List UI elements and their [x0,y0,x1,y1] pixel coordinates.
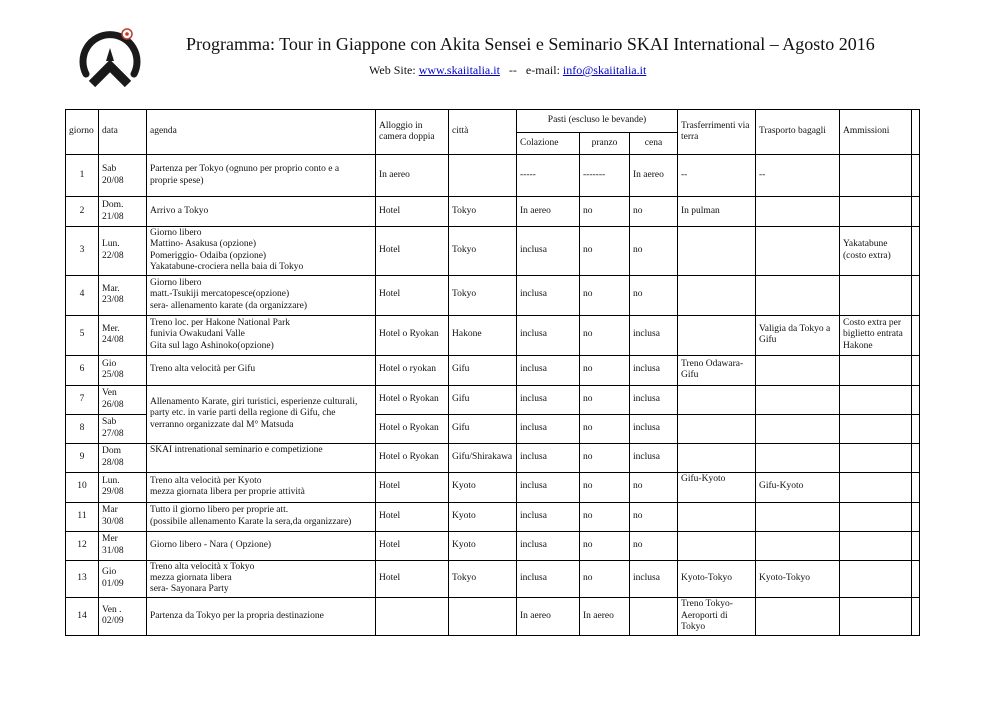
cell-data: Mer. 24/08 [99,315,147,355]
website-link[interactable]: www.skaiitalia.it [418,63,500,77]
cell-pranzo: In aereo [580,597,630,635]
cell-data: Sab 27/08 [99,414,147,443]
cell-ammissioni [840,155,912,197]
cell-giorno: 11 [66,502,99,531]
cell-colazione: inclusa [517,355,580,385]
cell-citta: Tokyo [449,227,517,276]
contact-line [369,63,646,78]
empty-cell [912,531,920,560]
cell-alloggio: Hotel [376,197,449,227]
cell-trasporto [756,355,840,385]
header-data: data [99,110,147,155]
empty-cell [912,443,920,472]
cell-alloggio: In aereo [376,155,449,197]
header-pranzo: pranzo [580,133,630,155]
cell-colazione: inclusa [517,472,580,502]
cell-trasferimenti [678,502,756,531]
cell-trasferimenti: Kyoto-Tokyo [678,560,756,597]
cell-ammissioni: Yakatabune (costo extra) [840,227,912,276]
cell-colazione: inclusa [517,275,580,315]
cell-giorno: 2 [66,197,99,227]
cell-colazione: inclusa [517,227,580,276]
cell-data: Gio 01/09 [99,560,147,597]
cell-citta: Gifu [449,414,517,443]
email-link[interactable]: info@skaiitalia.it [562,63,647,77]
cell-alloggio [376,597,449,635]
cell-cena: no [630,472,678,502]
table-row [66,155,920,197]
cell-trasferimenti: Treno Odawara- Gifu [678,355,756,385]
header-cena: cena [630,133,678,155]
cell-colazione: In aereo [517,597,580,635]
empty-cell [912,275,920,315]
cell-trasferimenti [678,414,756,443]
cell-alloggio: Hotel [376,227,449,276]
cell-trasporto: Kyoto-Tokyo [756,560,840,597]
cell-trasporto: Gifu-Kyoto [756,472,840,502]
cell-cena: In aereo [630,155,678,197]
cell-data: Dom. 21/08 [99,197,147,227]
cell-agenda: Partenza per Tokyo (ognuno per proprio conto e a proprie spese) [147,155,376,197]
cell-data: Mar 30/08 [99,502,147,531]
cell-ammissioni [840,385,912,414]
cell-giorno: 14 [66,597,99,635]
cell-agenda: Treno loc. per Hakone National Park funivia Owakudani Valle Gita sul lago Ashinoko(opzione) [147,315,376,355]
cell-ammissioni [840,502,912,531]
header-giorno: giorno [66,110,99,155]
cell-trasferimenti: In pulman [678,197,756,227]
cell-trasporto [756,275,840,315]
table-row [66,597,920,635]
header-citta: città [449,110,517,155]
cell-colazione: In aereo [517,197,580,227]
cell-agenda: Treno alta velocità x Tokyo mezza giornata libera sera- Sayonara Party [147,560,376,597]
cell-citta [449,597,517,635]
table-row [66,385,920,414]
cell-giorno: 3 [66,227,99,276]
cell-trasporto [756,227,840,276]
cell-citta: Kyoto [449,502,517,531]
cell-ammissioni [840,597,912,635]
table-row [66,227,920,276]
empty-cell [912,110,920,155]
cell-citta: Kyoto [449,531,517,560]
cell-cena: no [630,275,678,315]
cell-agenda: Giorno libero matt.-Tsukiji mercatopesce(opzione) sera- allenamento karate (da organizzare) [147,275,376,315]
cell-trasporto [756,197,840,227]
cell-agenda: Allenamento Karate, giri turistici, esperienze culturali, party etc. in varie parti della regione di Gifu, che verranno organizzate dal M° Matsuda [147,385,376,443]
cell-data: Mer 31/08 [99,531,147,560]
cell-agenda: Giorno libero - Nara ( Opzione) [147,531,376,560]
cell-trasporto [756,531,840,560]
cell-ammissioni [840,472,912,502]
cell-trasporto [756,597,840,635]
header-ammissioni: Ammissioni [840,110,912,155]
cell-cena: no [630,197,678,227]
cell-colazione: inclusa [517,414,580,443]
empty-cell [912,197,920,227]
cell-pranzo: no [580,355,630,385]
cell-pranzo: no [580,275,630,315]
header-trasporto: Trasporto bagagli [756,110,840,155]
cell-alloggio: Hotel o ryokan [376,355,449,385]
cell-cena: inclusa [630,315,678,355]
cell-colazione: inclusa [517,502,580,531]
cell-citta: Tokyo [449,560,517,597]
cell-pranzo: no [580,385,630,414]
cell-pranzo: no [580,560,630,597]
cell-cena: no [630,502,678,531]
table-row [66,502,920,531]
cell-giorno: 6 [66,355,99,385]
cell-giorno: 4 [66,275,99,315]
cell-data: Dom 28/08 [99,443,147,472]
cell-colazione: ----- [517,155,580,197]
cell-agenda: Arrivo a Tokyo [147,197,376,227]
cell-agenda: SKAI intrenational seminario e competizione [147,443,376,472]
cell-pranzo: no [580,443,630,472]
cell-giorno: 9 [66,443,99,472]
cell-alloggio: Hotel [376,472,449,502]
cell-alloggio: Hotel [376,531,449,560]
table-row [66,472,920,502]
cell-citta: Gifu [449,355,517,385]
cell-cena: inclusa [630,560,678,597]
cell-pranzo: ------- [580,155,630,197]
table-row [66,197,920,227]
cell-agenda: Tutto il giorno libero per proprie att. (possibile allenamento Karate la sera,da organizzare) [147,502,376,531]
cell-trasferimenti: Treno Tokyo- Aeroporti di Tokyo [678,597,756,635]
cell-giorno: 5 [66,315,99,355]
cell-data: Mar. 23/08 [99,275,147,315]
cell-cena: inclusa [630,385,678,414]
cell-colazione: inclusa [517,560,580,597]
cell-ammissioni [840,197,912,227]
cell-giorno: 13 [66,560,99,597]
cell-ammissioni [840,443,912,472]
logo [70,18,150,98]
cell-colazione: inclusa [517,531,580,560]
cell-giorno: 7 [66,385,99,414]
cell-giorno: 10 [66,472,99,502]
cell-ammissioni [840,275,912,315]
cell-pranzo: no [580,472,630,502]
table-row [66,355,920,385]
cell-ammissioni [840,531,912,560]
header-agenda: agenda [147,110,376,155]
cell-pranzo: no [580,315,630,355]
table-row [66,560,920,597]
cell-pranzo: no [580,227,630,276]
empty-cell [912,414,920,443]
cell-data: Ven 26/08 [99,385,147,414]
header-colazione: Colazione [517,133,580,155]
cell-agenda: Partenza da Tokyo per la propria destinazione [147,597,376,635]
cell-trasferimenti [678,315,756,355]
cell-cena: no [630,227,678,276]
table-row [66,531,920,560]
header-pasti: Pasti (escluso le bevande) [517,110,678,133]
cell-alloggio: Hotel o Ryokan [376,414,449,443]
cell-ammissioni [840,414,912,443]
cell-citta: Gifu/Shirakawa [449,443,517,472]
page-title: Programma: Tour in Giappone con Akita Sensei e Seminario SKAI International – Agosto 2016 [186,34,875,54]
cell-alloggio: Hotel [376,275,449,315]
cell-colazione: inclusa [517,385,580,414]
cell-trasferimenti: Gifu-Kyoto [678,472,756,502]
cell-trasporto [756,385,840,414]
cell-alloggio: Hotel [376,502,449,531]
cell-agenda: Treno alta velocità per Gifu [147,355,376,385]
program-table [65,109,920,636]
website-label: Web Site: [369,63,416,77]
cell-citta [449,155,517,197]
cell-agenda: Treno alta velocità per Kyoto mezza giornata libera per proprie attività [147,472,376,502]
cell-colazione: inclusa [517,443,580,472]
cell-data: Lun. 22/08 [99,227,147,276]
cell-colazione: inclusa [517,315,580,355]
cell-data: Ven . 02/09 [99,597,147,635]
empty-cell [912,502,920,531]
cell-cena: inclusa [630,414,678,443]
cell-trasferimenti [678,385,756,414]
table-row [66,275,920,315]
cell-citta: Tokyo [449,197,517,227]
email-label: e-mail: [525,63,560,77]
header-trasferimenti: Trasferrimenti via terra [678,110,756,155]
cell-trasferimenti [678,531,756,560]
cell-trasporto [756,443,840,472]
cell-giorno: 12 [66,531,99,560]
table-row [66,315,920,355]
empty-cell [912,227,920,276]
empty-cell [912,315,920,355]
cell-giorno: 1 [66,155,99,197]
cell-citta: Hakone [449,315,517,355]
cell-trasferimenti [678,227,756,276]
cell-pranzo: no [580,502,630,531]
cell-cena: inclusa [630,443,678,472]
cell-data: Sab 20/08 [99,155,147,197]
empty-cell [912,355,920,385]
cell-citta: Kyoto [449,472,517,502]
cell-ammissioni: Costo extra per biglietto entrata Hakone [840,315,912,355]
cell-pranzo: no [580,197,630,227]
empty-cell [912,560,920,597]
cell-alloggio: Hotel o Ryokan [376,315,449,355]
cell-citta: Gifu [449,385,517,414]
cell-trasporto: -- [756,155,840,197]
cell-trasferimenti [678,275,756,315]
cell-alloggio: Hotel [376,560,449,597]
empty-cell [912,385,920,414]
cell-ammissioni [840,355,912,385]
table-row [66,443,920,472]
empty-cell [912,155,920,197]
empty-cell [912,597,920,635]
empty-cell [912,472,920,502]
cell-alloggio: Hotel o Ryokan [376,385,449,414]
cell-cena [630,597,678,635]
cell-citta: Tokyo [449,275,517,315]
cell-trasferimenti: -- [678,155,756,197]
cell-cena: inclusa [630,355,678,385]
cell-trasporto [756,414,840,443]
cell-data: Gio 25/08 [99,355,147,385]
cell-trasporto: Valigia da Tokyo a Gifu [756,315,840,355]
cell-pranzo: no [580,531,630,560]
cell-data: Lun. 29/08 [99,472,147,502]
cell-cena: no [630,531,678,560]
separator: -- [508,63,517,77]
header-alloggio: Alloggio in camera doppia [376,110,449,155]
cell-giorno: 8 [66,414,99,443]
cell-ammissioni [840,560,912,597]
cell-trasporto [756,502,840,531]
cell-alloggio: Hotel o Ryokan [376,443,449,472]
cell-pranzo: no [580,414,630,443]
cell-agenda: Giorno libero Mattino- Asakusa (opzione) Pomeriggio- Odaiba (opzione) Yakatabune-crociera nella baia di Tokyo [147,227,376,276]
cell-trasferimenti [678,443,756,472]
